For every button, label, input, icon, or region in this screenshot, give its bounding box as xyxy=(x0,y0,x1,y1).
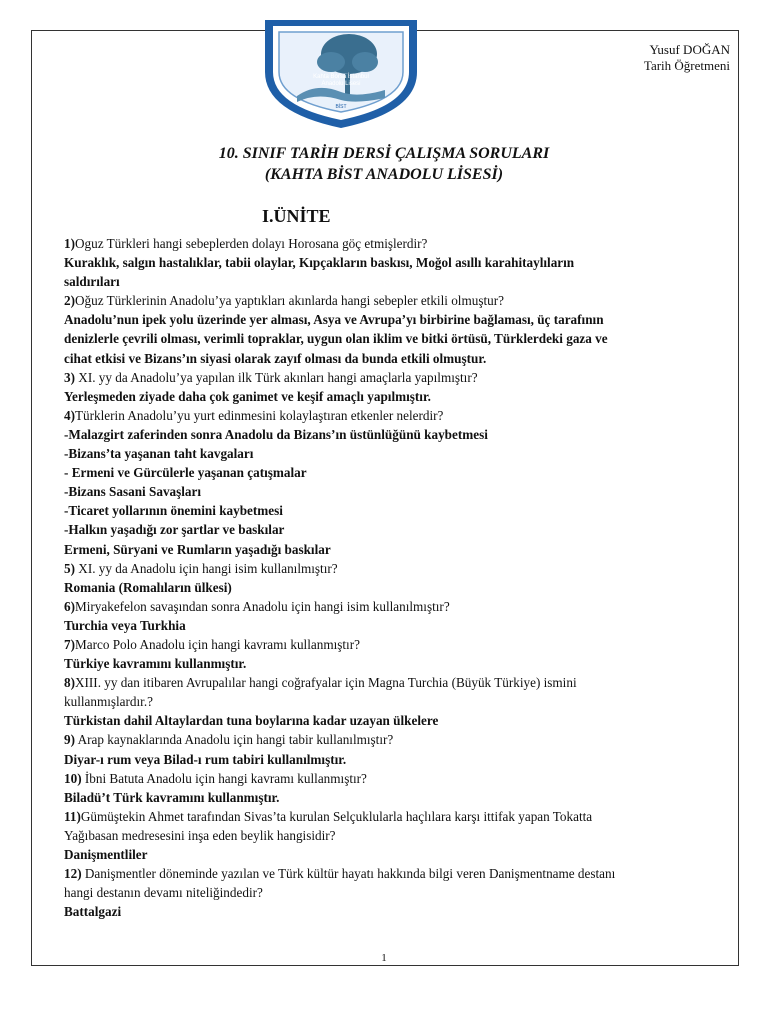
question-line xyxy=(64,807,714,826)
question-text: Marco Polo Anadolu için hangi kavramı kullanmıştır? xyxy=(75,636,360,652)
answer-line: - Ermeni ve Gürcülerle yaşanan çatışmalar xyxy=(64,465,307,481)
svg-text:BİST: BİST xyxy=(335,104,347,110)
question-line xyxy=(64,234,714,253)
answer-line: -Bizans’ta yaşanan taht kavgaları xyxy=(64,446,254,462)
svg-text:Kahta Borsa İstanbul: Kahta Borsa İstanbul xyxy=(313,74,369,80)
question-text: Türklerin Anadolu’yu yurt edinmesini kolaylaştıran etkenler nelerdir? xyxy=(75,407,444,423)
question-line xyxy=(64,559,714,578)
answer-line: Anadolu’nun ipek yolu üzerinde yer alması, Asya ve Avrupa’yı birbirine bağlaması, üç tarafının xyxy=(64,312,604,328)
answer-line: Battalgazi xyxy=(64,904,122,920)
answer-line: Danişmentliler xyxy=(64,847,148,862)
question-number: 3) xyxy=(64,369,75,385)
question-line xyxy=(64,368,714,387)
answer-line: Romania (Romalıların ülkesi) xyxy=(64,579,232,595)
school-crest-icon xyxy=(257,12,425,132)
question-number: 6) xyxy=(64,598,75,614)
question-number: 4) xyxy=(64,407,75,423)
answer-line: saldırıları xyxy=(64,274,120,290)
answer-line: Turchia veya Turkhia xyxy=(64,617,186,633)
question-number: 8) xyxy=(64,675,75,691)
answer-line: -Malazgirt zaferinden sonra Anadolu da Bizans’ın üstünlüğünü kaybetmesi xyxy=(64,426,488,442)
answer-line: Diyar-ı rum veya Bilad-ı rum tabiri kullanılmıştır. xyxy=(64,751,347,767)
question-text: Danişmentler döneminde yazılan ve Türk kültür hayatı hakkında bilgi veren Danişmentname destanı xyxy=(81,866,616,882)
author-block xyxy=(644,42,730,74)
question-line xyxy=(64,406,714,425)
title-line-2: (KAHTA BİST ANADOLU LİSESİ) xyxy=(264,166,504,183)
question-text: XI. yy da Anadolu için hangi isim kullanılmıştır? xyxy=(75,560,338,576)
question-text: Oğuz Türklerinin Anadolu’ya yaptıkları akınlarda hangi sebepler etkili olmuştur? xyxy=(75,293,504,309)
answer-line: -Halkın yaşadığı zor şartlar ve baskılar xyxy=(64,522,285,538)
question-text: XI. yy da Anadolu’ya yapılan ilk Türk akınları hangi amaçlarla yapılmıştır? xyxy=(75,369,478,385)
answer-line: Türkiye kavramını kullanmıştır. xyxy=(64,656,247,672)
question-text: XIII. yy dan itibaren Avrupalılar hangi coğrafyalar için Magna Turchia (Büyük Türkiye) ismini xyxy=(75,675,577,691)
question-list xyxy=(64,234,714,921)
question-number: 9) xyxy=(64,732,75,748)
title-line-1: 10. SINIF TARİH DERSİ ÇALIŞMA SORULARI xyxy=(218,145,550,162)
question-number: 12) xyxy=(64,866,82,882)
svg-text:Anadolu Lisesi: Anadolu Lisesi xyxy=(321,81,361,87)
unit-heading: I.ÜNİTE xyxy=(262,206,331,226)
question-text: Oguz Türkleri hangi sebeplerden dolayı Horosana göç etmişlerdir? xyxy=(75,236,428,251)
question-line xyxy=(64,291,714,310)
answer-line: Türkistan dahil Altaylardan tuna boylarına kadar uzayan ülkelere xyxy=(64,713,439,729)
question-number: 10) xyxy=(64,770,82,786)
answer-line: Yerleşmeden ziyade daha çok ganimet ve keşif amaçlı yapılmıştır. xyxy=(64,388,431,404)
question-text: kullanmışlardır.? xyxy=(64,694,153,710)
question-line xyxy=(64,597,714,616)
question-line xyxy=(64,673,714,692)
answer-line: Biladü’t Türk kavramını kullanmıştır. xyxy=(64,789,280,805)
author-name: Yusuf DOĞAN xyxy=(649,42,730,57)
question-line xyxy=(64,769,714,788)
answer-line: cihat etkisi ve Bizans’ın siyasi olarak zayıf olması da bunda etkili olmuştur. xyxy=(64,350,487,366)
answer-line: Ermeni, Süryani ve Rumların yaşadığı baskılar xyxy=(64,541,331,557)
document-title xyxy=(0,143,768,185)
question-text: İbni Batuta Anadolu için hangi kavramı kullanmıştır? xyxy=(81,770,367,786)
question-number: 5) xyxy=(64,560,75,576)
question-line xyxy=(64,635,714,654)
question-text: Miryakefelon savaşından sonra Anadolu için hangi isim kullanılmıştır? xyxy=(75,598,450,614)
school-logo xyxy=(257,12,425,132)
question-line xyxy=(64,692,714,711)
question-number: 2) xyxy=(64,293,75,309)
question-text: hangi destanın devamı niteliğindedir? xyxy=(64,885,263,901)
question-line xyxy=(64,730,714,749)
answer-line: -Bizans Sasani Savaşları xyxy=(64,484,202,500)
question-number: 1) xyxy=(64,236,75,251)
page-number: 1 xyxy=(381,952,387,964)
question-line xyxy=(64,883,714,902)
question-number: 7) xyxy=(64,636,75,652)
answer-line: Kuraklık, salgın hastalıklar, tabii olaylar, Kıpçakların baskısı, Moğol asıllı karahitaylıların xyxy=(64,255,575,271)
author-role: Tarih Öğretmeni xyxy=(643,58,730,73)
question-text: Gümüştekin Ahmet tarafından Sivas’ta kurulan Selçuklularla haçlılara karşı ittifak yapan Tokatta xyxy=(80,808,593,824)
question-line xyxy=(64,826,714,845)
answer-line: -Ticaret yollarının önemini kaybetmesi xyxy=(64,503,283,519)
question-text: Yağıbasan medresesini inşa eden beylik hangisidir? xyxy=(64,827,336,843)
answer-line: denizlerle çevrili olması, verimli topraklar, uygun olan iklim ve bitki örtüsü, Türklerdeki gaza ve xyxy=(64,331,608,347)
question-text: Arap kaynaklarında Anadolu için hangi tabir kullanılmıştır? xyxy=(75,732,394,748)
question-line xyxy=(64,864,714,883)
question-number: 11) xyxy=(64,808,81,824)
